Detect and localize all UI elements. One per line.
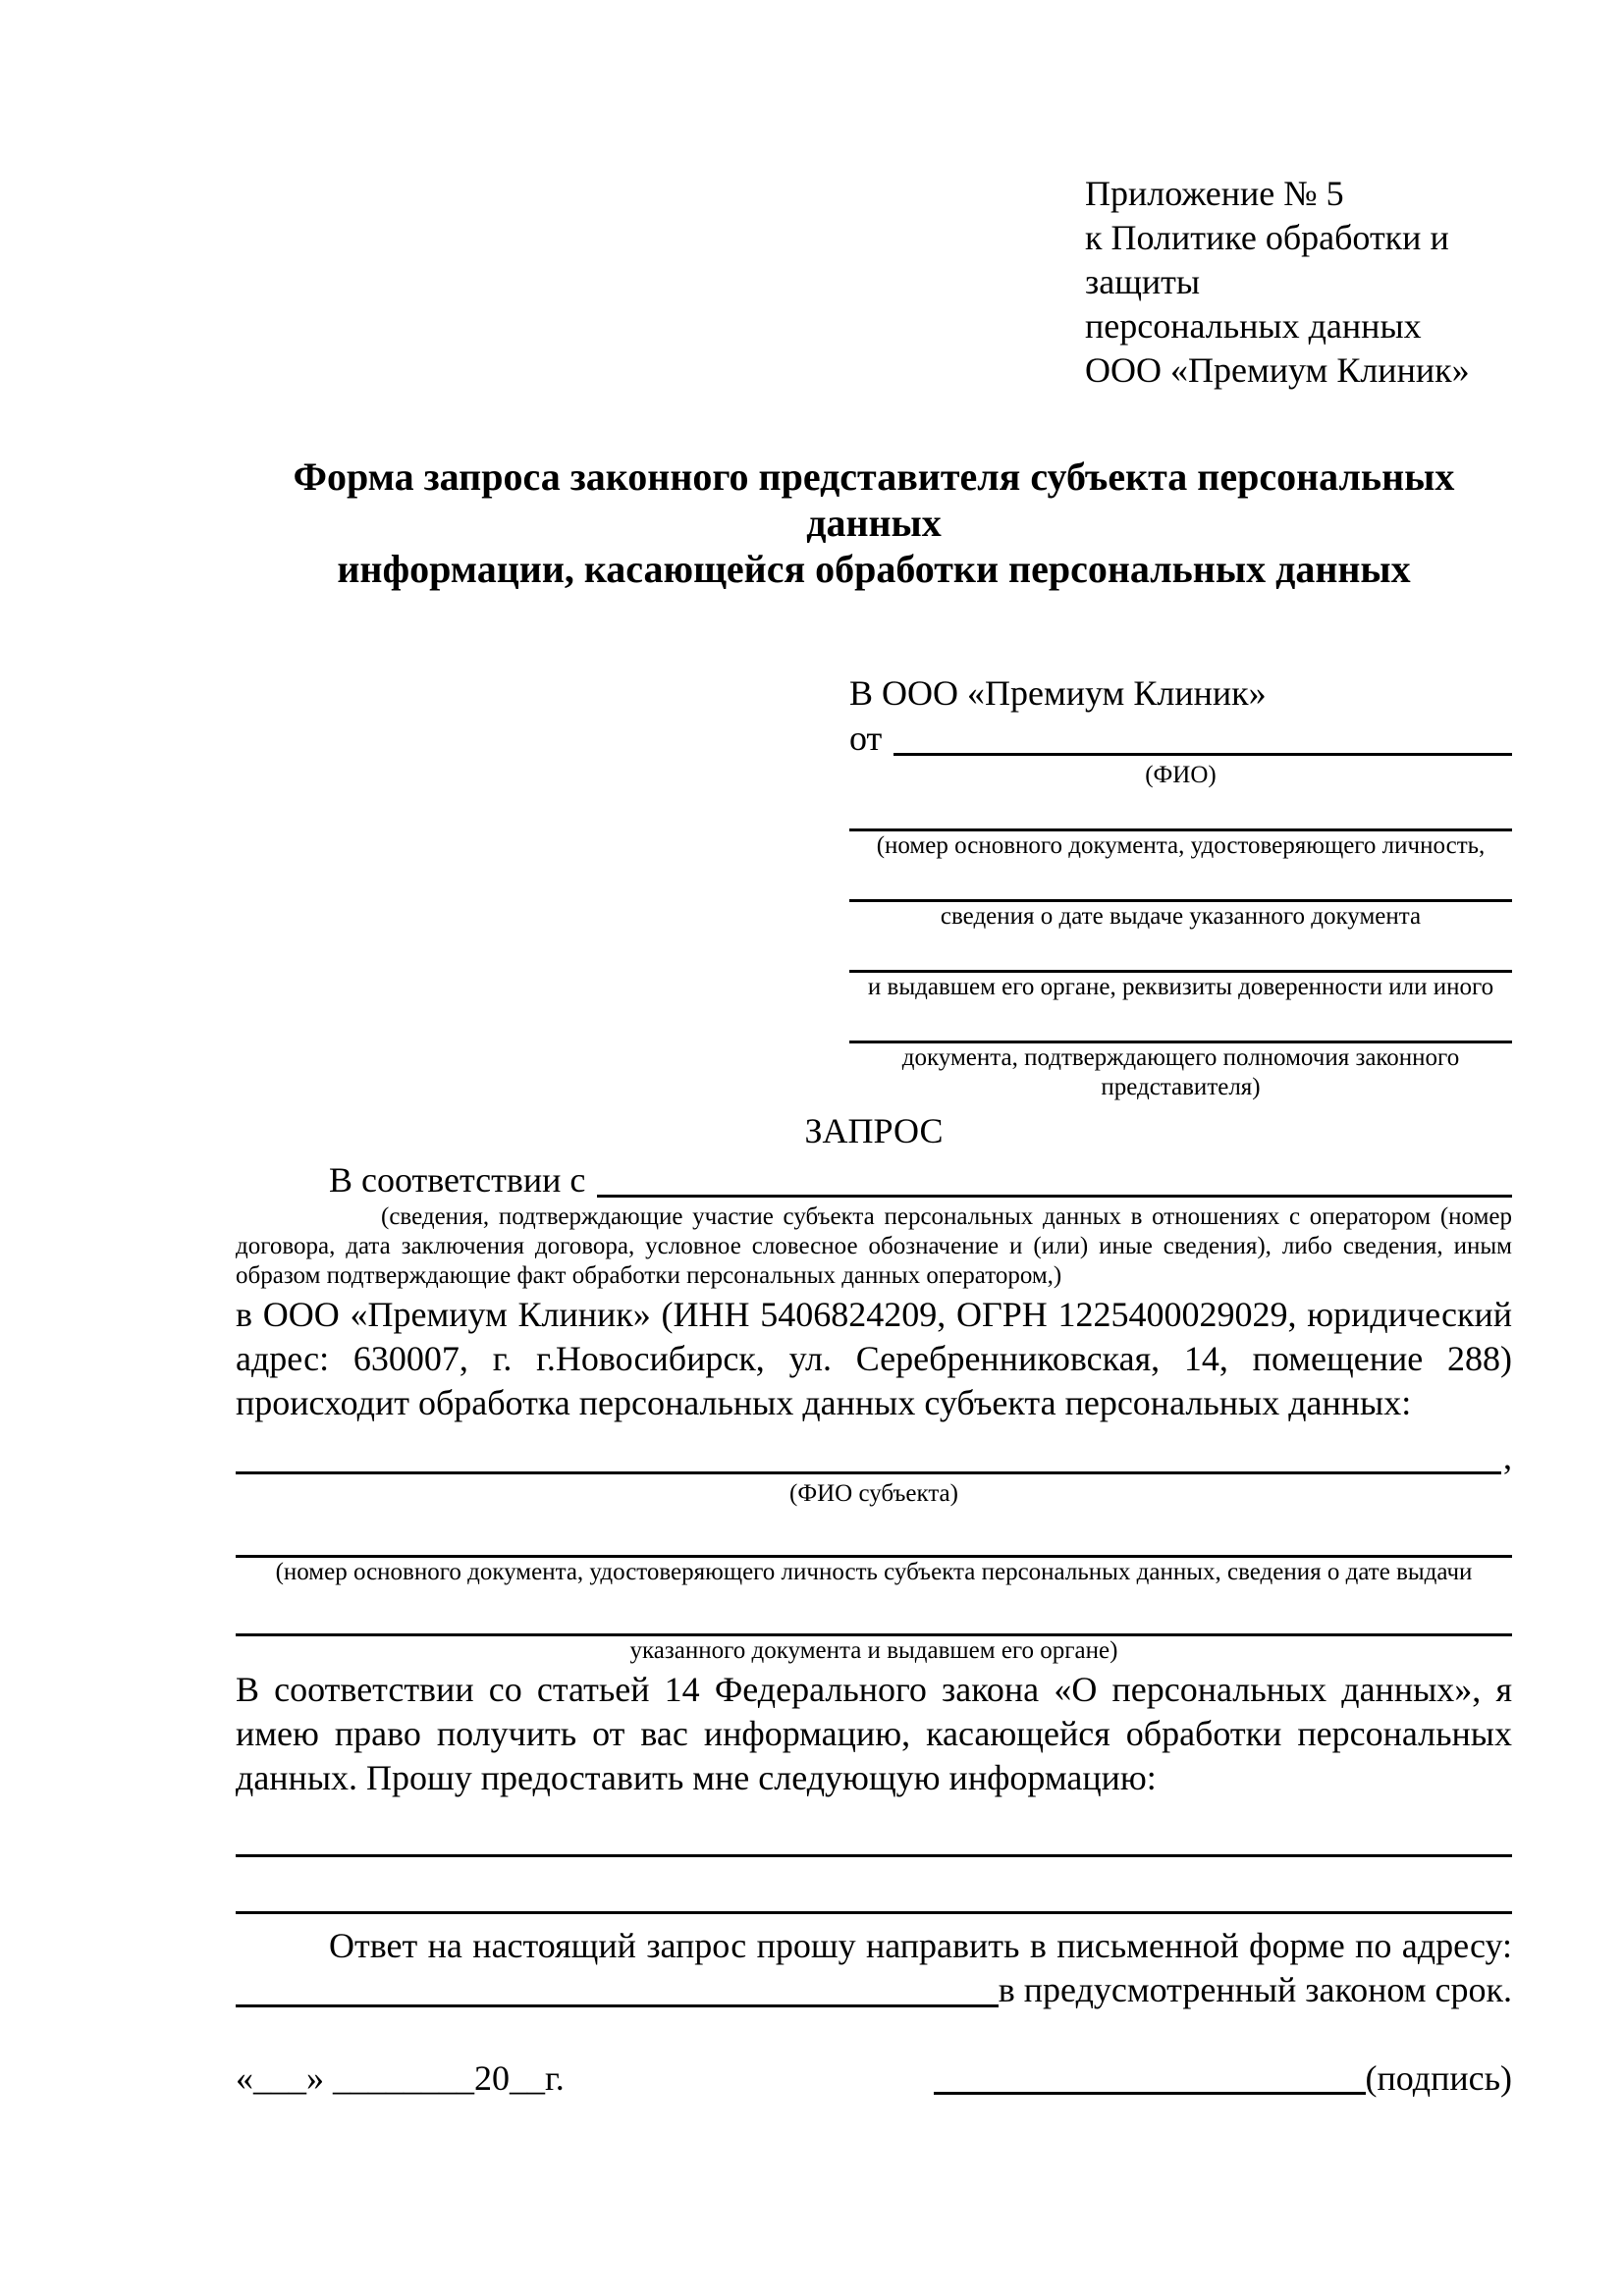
from-label: от bbox=[849, 719, 883, 758]
date-blank: «___» ________20__г. bbox=[236, 2058, 565, 2098]
blank-line bbox=[849, 939, 1512, 973]
document-title bbox=[236, 454, 1512, 592]
appendix-block bbox=[1085, 172, 1512, 393]
intro-caption: (сведения, подтверждающие участие субъекта персональных данных в отношениях с оператором (номер договора, дата заключения договора, условное словесное обозначение и (или) иные сведения), либо сведения, иным образом подтверждающие факт обработки персональных данных оператором,) bbox=[236, 1203, 1512, 1289]
law-paragraph: В соответствии со статьей 14 Федерального закона «О персональных данных», я имею право получить от вас информацию, касающейся обработки персональных данных. Прошу предоставить мне следующую информацию: bbox=[236, 1670, 1512, 1797]
field-caption: (ФИО субъекта) bbox=[789, 1480, 958, 1507]
reply-paragraph-tail: в предусмотренный законом срок. bbox=[998, 1970, 1512, 2009]
addressee-block bbox=[849, 670, 1512, 1102]
trailing-comma: , bbox=[1503, 1437, 1512, 1476]
subject-fio-field bbox=[236, 1435, 1512, 1509]
blank-line bbox=[236, 1597, 1512, 1636]
appendix-line: к Политике обработки и защиты bbox=[1085, 218, 1449, 301]
appendix-line: ООО «Премиум Клиник» bbox=[1085, 350, 1470, 390]
representative-doc-field bbox=[849, 939, 1512, 1002]
blank-line bbox=[236, 1822, 1512, 1857]
representative-doc-field bbox=[849, 1010, 1512, 1102]
document-title-line-2: информации, касающейся обработки персональных данных bbox=[337, 547, 1411, 591]
appendix-line: Приложение № 5 bbox=[1085, 174, 1344, 213]
addressee-organization: В ООО «Премиум Клиник» bbox=[849, 673, 1267, 713]
field-caption: документа, подтверждающего полномочия законного представителя) bbox=[901, 1044, 1460, 1100]
blank-line-row bbox=[236, 1435, 1512, 1479]
operator-paragraph: в ООО «Премиум Клиник» (ИНН 5406824209, ОГРН 1225400029029, юридический адрес: 630007, г. г.Новосибирск, ул. Серебренниковская, 14, помещение 288) происходит обработка персональных данных субъекта персональных данных: bbox=[236, 1295, 1512, 1422]
field-caption: (номер основного документа, удостоверяющего личность субъекта персональных данных, сведения о дате выдачи bbox=[275, 1559, 1473, 1585]
appendix-line: персональных данных bbox=[1085, 306, 1422, 346]
fio-caption: (ФИО) bbox=[1145, 762, 1217, 788]
intro-row bbox=[236, 1157, 1512, 1202]
blank-line bbox=[236, 1457, 1501, 1474]
subject-doc-field bbox=[236, 1597, 1512, 1666]
intro-blank-line bbox=[597, 1157, 1512, 1198]
document-title-line-1: Форма запроса законного представителя субъекта персональных данных bbox=[293, 454, 1455, 545]
from-name-blank-line bbox=[893, 716, 1512, 756]
representative-doc-field bbox=[849, 869, 1512, 932]
blank-line bbox=[236, 1519, 1512, 1558]
subject-doc-field bbox=[236, 1519, 1512, 1587]
blank-line bbox=[849, 869, 1512, 902]
from-row bbox=[849, 716, 1512, 761]
field-caption: и выдавшем его органе, реквизиты доверенности или иного bbox=[867, 974, 1494, 1000]
intro-label: В соответствии с bbox=[329, 1160, 586, 1200]
address-blank-line bbox=[236, 1968, 999, 2007]
signature-blank-line bbox=[934, 2056, 1366, 2095]
blank-line bbox=[236, 1879, 1512, 1914]
reply-paragraph-line-1: Ответ на настоящий запрос прошу направить в письменной форме по адресу: bbox=[329, 1926, 1512, 1965]
request-heading: ЗАПРОС bbox=[804, 1111, 944, 1150]
signature-caption: (подпись) bbox=[1365, 2058, 1512, 2098]
signature-group bbox=[934, 2056, 1512, 2101]
reply-paragraph-line-2 bbox=[236, 1968, 1512, 2012]
blank-line bbox=[849, 1010, 1512, 1043]
field-caption: сведения о дате выдаче указанного документа bbox=[940, 903, 1422, 930]
blank-line bbox=[849, 798, 1512, 831]
field-caption: указанного документа и выдавшем его органе) bbox=[629, 1637, 1118, 1664]
field-caption: (номер основного документа, удостоверяющего личность, bbox=[876, 832, 1486, 859]
signature-footer bbox=[236, 2056, 1512, 2101]
paragraph-indent bbox=[236, 1157, 329, 1202]
representative-doc-field bbox=[849, 798, 1512, 861]
